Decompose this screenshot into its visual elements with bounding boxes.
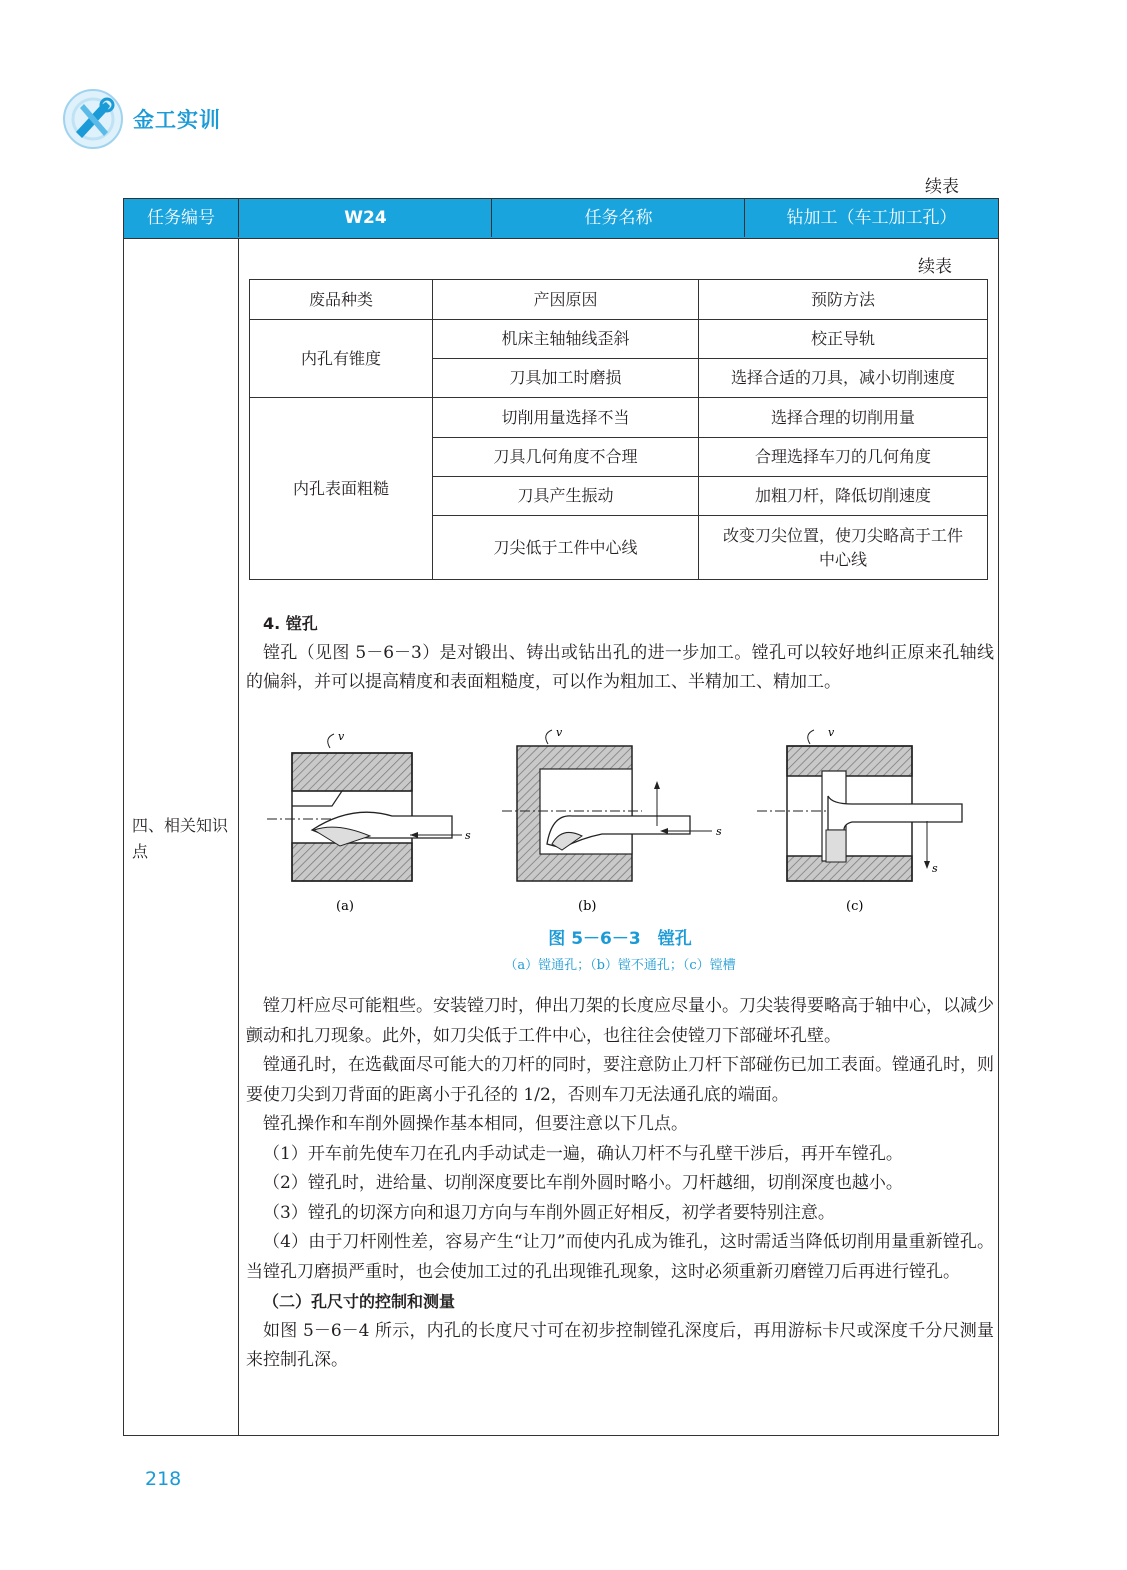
figure-b-v-label: v — [556, 726, 563, 739]
table-cell: 加粗刀杆，降低切削速度 — [699, 477, 988, 516]
paragraph: 镗孔操作和车削外圆操作基本相同，但要注意以下几点。 — [263, 1114, 688, 1134]
paragraph: （3）镗孔的切深方向和退刀方向与车削外圆正好相反，初学者要特别注意。 — [263, 1202, 835, 1223]
section-2-heading: （二）孔尺寸的控制和测量 — [263, 1292, 456, 1311]
task-no-label: 任务编号 — [147, 208, 215, 228]
figure-c-groove — [757, 726, 962, 914]
table-cell: 切削用量选择不当 — [433, 398, 699, 438]
figure-a-s-label: s — [465, 829, 471, 842]
figure-label-b: (b) — [578, 899, 597, 914]
section-4 — [246, 609, 994, 698]
figure-c-s-label: s — [932, 862, 938, 875]
figure-caption: 图 5－6－3 镗孔 — [548, 929, 692, 949]
table-header: 废品种类 — [250, 280, 433, 320]
table-cell: 校正导轨 — [699, 320, 988, 359]
figure-label-c: (c) — [846, 899, 864, 914]
left-label: 四、相关知识点 — [132, 816, 229, 861]
table-cell: 合理选择车刀的几何角度 — [699, 438, 988, 477]
defect-table — [249, 279, 988, 580]
section-4-heading: 4. 镗孔 — [263, 614, 318, 633]
paragraph: 镗通孔时，在选截面尽可能大的刀杆的同时，要注意防止刀杆下部碰伤已加工表面。镗通孔时，则要使刀尖到刀背面的距离小于孔径的 1/2，否则车刀无法通孔底的端面。 — [246, 1055, 994, 1105]
continued-label: 续表 — [925, 177, 959, 197]
figure-c-v-label: v — [828, 726, 835, 739]
figure-b-blind-hole — [502, 726, 722, 914]
wrench-logo-icon — [62, 88, 124, 150]
task-name-value: 钻加工（车工加工孔） — [744, 199, 998, 237]
table-cell: 选择合理的切削用量 — [699, 398, 988, 438]
boring-figure — [262, 726, 982, 921]
sub-table-continued: 续表 — [918, 257, 952, 277]
body-text — [246, 992, 994, 1376]
figure-b-s-label: s — [716, 825, 722, 838]
defect-type: 内孔有锥度 — [250, 320, 433, 398]
table-cell: 改变刀尖位置，使刀尖略高于工件中心线 — [699, 516, 988, 580]
task-no-value: W24 — [238, 199, 492, 237]
section-2-paragraph: 如图 5－6－4 所示，内孔的长度尺寸可在初步控制镗孔深度后，再用游标卡尺或深度千分尺测量来控制孔深。 — [246, 1320, 994, 1370]
table-cell: 机床主轴轴线歪斜 — [433, 320, 699, 359]
table-header: 产因原因 — [433, 280, 699, 320]
task-name-label: 任务名称 — [491, 199, 745, 237]
section-4-paragraph: 镗孔（见图 5－6－3）是对锻出、铸出或钻出孔的进一步加工。镗孔可以较好地纠正原来孔轴线的偏斜，并可以提高精度和表面粗糙度，可以作为粗加工、半精加工、精加工。 — [246, 642, 994, 692]
table-cell: 选择合适的刀具，减小切削速度 — [699, 359, 988, 398]
defect-type: 内孔表面粗糙 — [250, 398, 433, 580]
paragraph: （1）开车前先使车刀在孔内手动试走一遍，确认刀杆不与孔壁干涉后，再开车镗孔。 — [263, 1143, 903, 1164]
page-number: 218 — [145, 1468, 182, 1490]
figure-subcaption: （a）镗通孔；（b）镗不通孔；（c）镗槽 — [504, 958, 736, 973]
table-cell: 刀尖低于工件中心线 — [433, 516, 699, 580]
table-cell: 刀具加工时磨损 — [433, 359, 699, 398]
header-brand: 金工实训 — [133, 108, 221, 132]
table-cell: 刀具几何角度不合理 — [433, 438, 699, 477]
paragraph: （2）镗孔时，进给量、切削深度要比车削外圆时略小。刀杆越细，切削深度也越小。 — [263, 1173, 903, 1193]
paragraph: （4）由于刀杆刚性差，容易产生“让刀”而使内孔成为锥孔，这时需适当降低切削用量重新镗孔。当镗孔刀磨损严重时，也会使加工过的孔出现锥孔现象，这时必须重新刃磨镗刀后再进行镗孔。 — [246, 1232, 994, 1282]
figure-a-v-label: v — [338, 730, 345, 743]
table-cell: 刀具产生振动 — [433, 477, 699, 516]
figure-label-a: (a) — [336, 899, 354, 914]
paragraph: 镗刀杆应尽可能粗些。安装镗刀时，伸出刀架的长度应尽量小。刀尖装得要略高于轴中心，以减少颤动和扎刀现象。此外，如刀尖低于工件中心，也往往会使镗刀下部碰坏孔壁。 — [246, 996, 994, 1046]
table-header: 预防方法 — [699, 280, 988, 320]
figure-a-through-hole — [267, 730, 471, 914]
